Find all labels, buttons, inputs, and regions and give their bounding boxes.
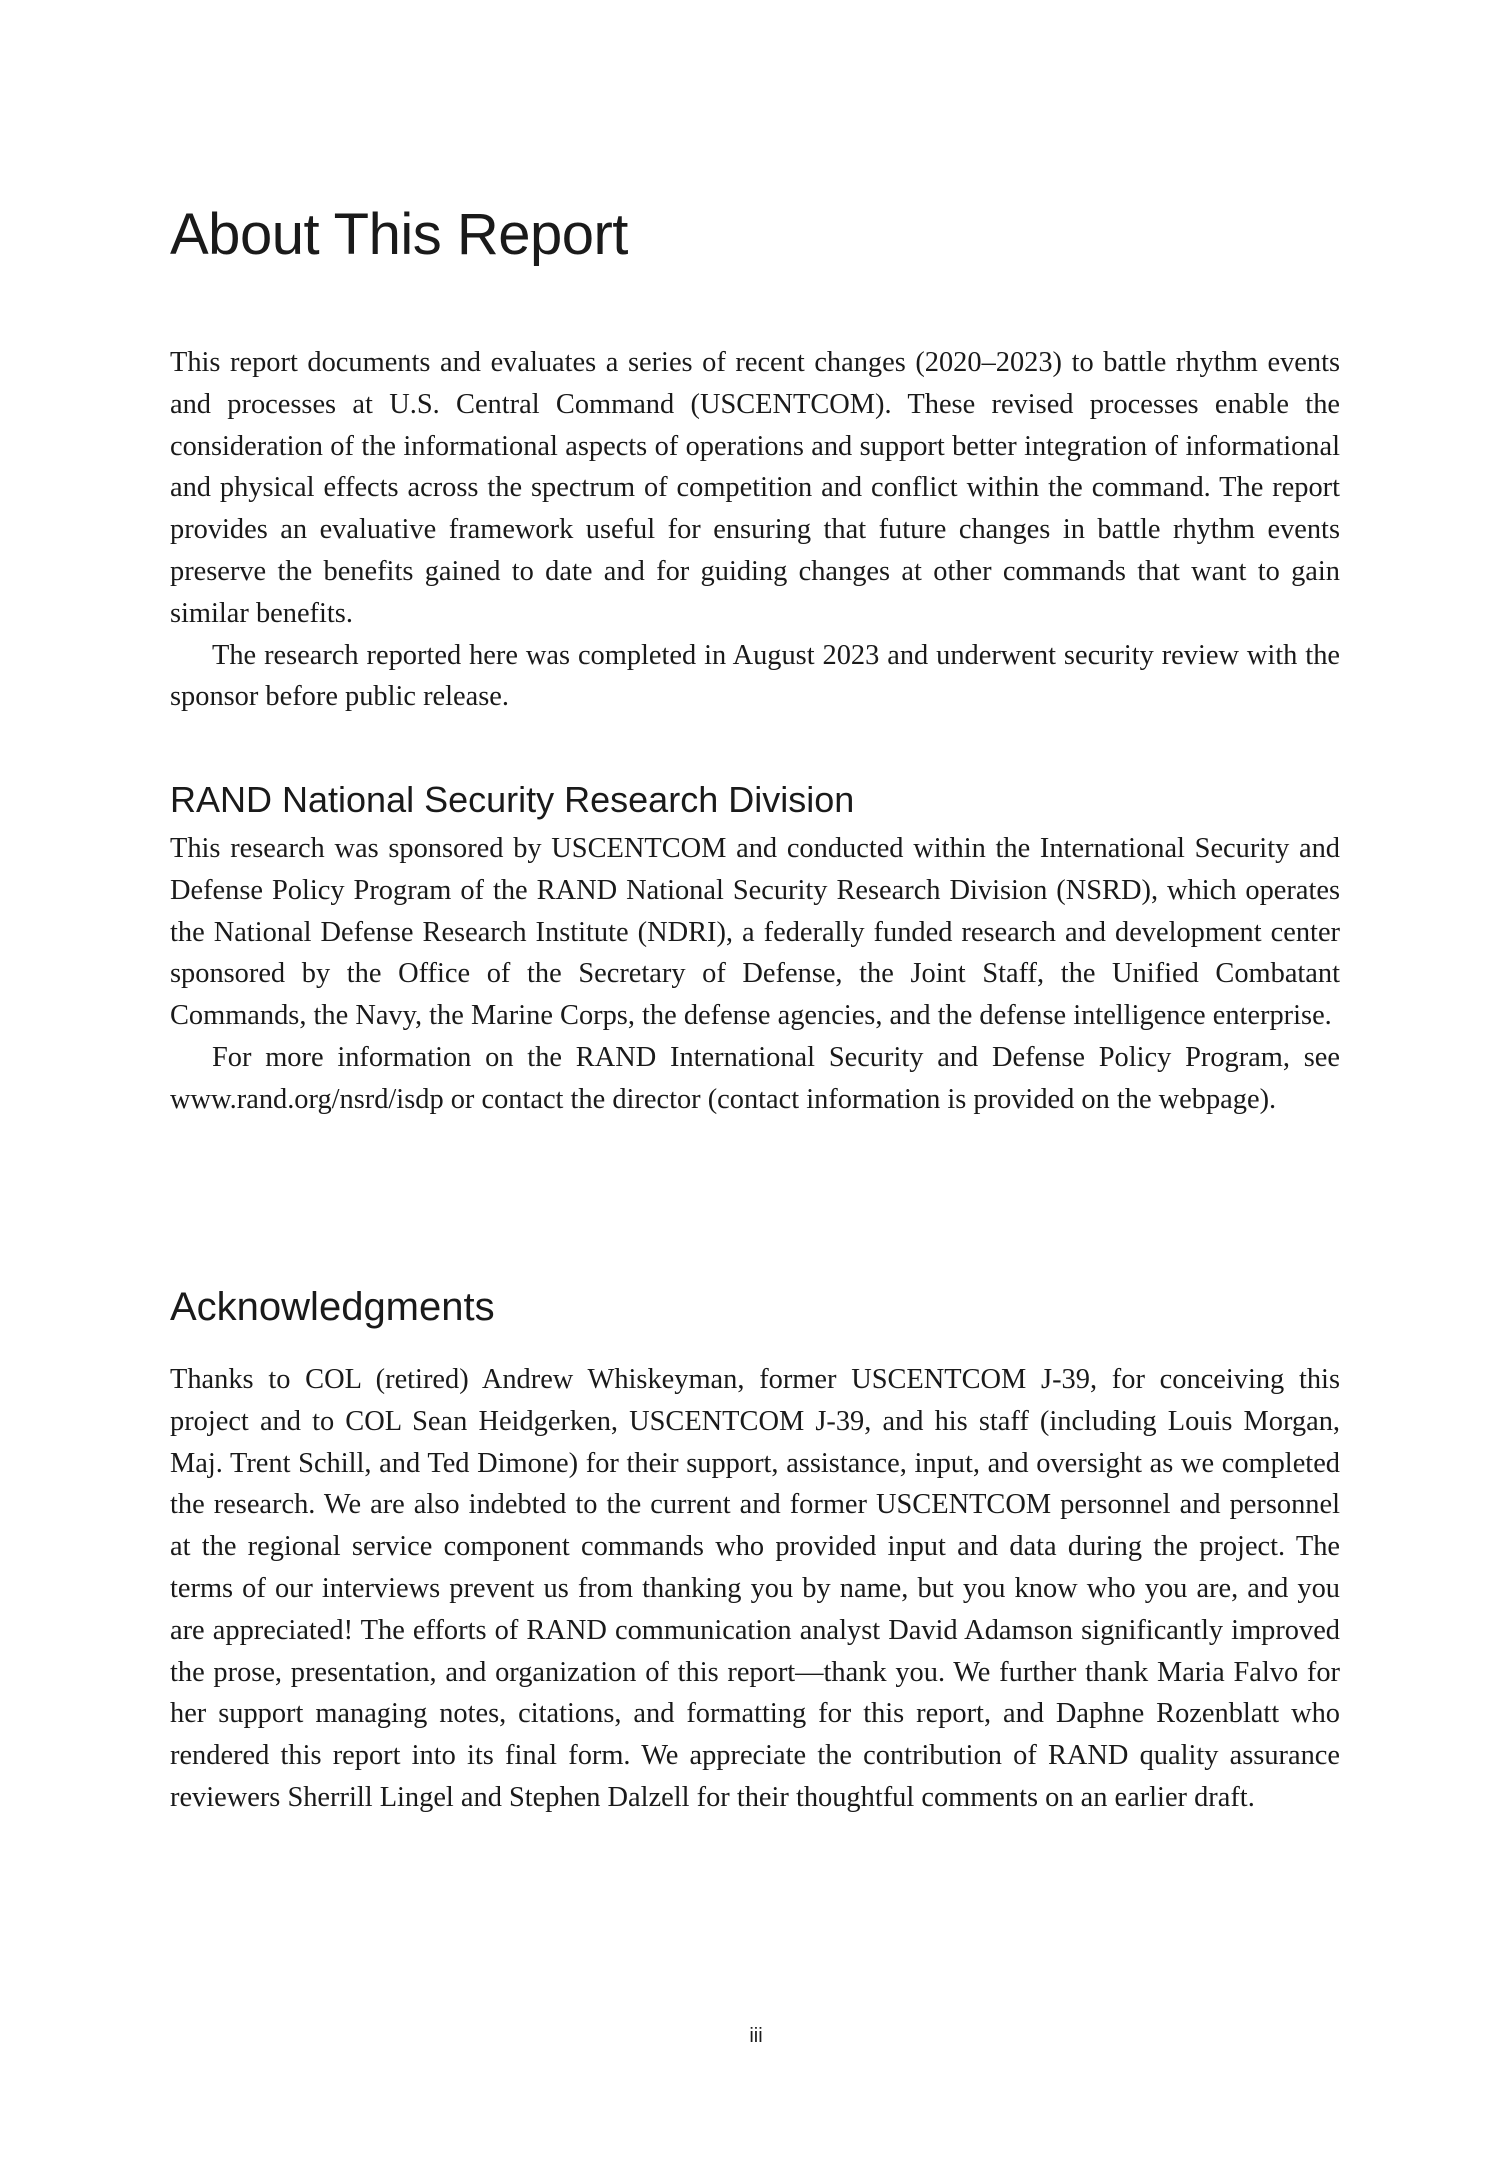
acknowledgments-heading: Acknowledgments (170, 1285, 495, 1329)
acknowledgments-paragraph: Thanks to COL (retired) Andrew Whiskeyman, former USCENTCOM J-39, for conceiving this project and to COL Sean Heidgerken, USCENTCOM J-39, and his staff (including Louis Morgan, Maj. Trent Schill, and Ted Dimone) for their support, assistance, input, and oversight as we completed the research. We are also indebted to the current and former USCENTCOM personnel and personnel at the regional service component commands who provided input and data during the project. The terms of our interviews prevent us from thanking you by name, but you know who you are, and you are appreciated! The efforts of RAND communication analyst David Adamson significantly improved the prose, presentation, and organization of this report—thank you. We further thank Maria Falvo for her support managing notes, citations, and formatting for this report, and Daphne Rozenblatt who rendered this report into its final form. We appreciate the contribution of RAND quality assurance reviewers Sherrill Lingel and Stephen Dalzell for their thoughtful comments on an earlier draft. (170, 1364, 1340, 1813)
division-paragraph-2: For more information on the RAND International Security and Defense Policy Program, see www.rand.org/nsrd/isdp or contact the director (contact information is provided on the webpage). (170, 1041, 1340, 1115)
intro-paragraph-2: The research reported here was completed in August 2023 and underwent security review with the sponsor before public release. (170, 639, 1340, 713)
division-section (170, 828, 1340, 1121)
intro-paragraph-1: This report documents and evaluates a series of recent changes (2020–2023) to battle rhythm events and processes at U.S. Central Command (USCENTCOM). These revised processes enable the consideration of the informational aspects of operations and support better integration of informational and physical effects across the spectrum of competition and conflict within the command. The report provides an evaluative framework useful for ensuring that future changes in battle rhythm events preserve the benefits gained to date and for guiding changes at other commands that want to gain similar benefits. (170, 347, 1340, 629)
division-heading: RAND National Security Research Division (170, 779, 855, 820)
division-paragraph-1: This research was sponsored by USCENTCOM and conducted within the International Security and Defense Policy Program of the RAND National Security Research Division (NSRD), which operates the National Defense Research Institute (NDRI), a federally funded research and development center sponsored by the Office of the Secretary of Defense, the Joint Staff, the Unified Combatant Commands, the Navy, the Marine Corps, the defense agencies, and the defense intelligence enterprise. (170, 833, 1340, 1032)
intro-section (170, 342, 1340, 718)
page-number: iii (749, 2025, 763, 2047)
acknowledgments-section (170, 1359, 1340, 1819)
page-title: About This Report (170, 202, 628, 267)
